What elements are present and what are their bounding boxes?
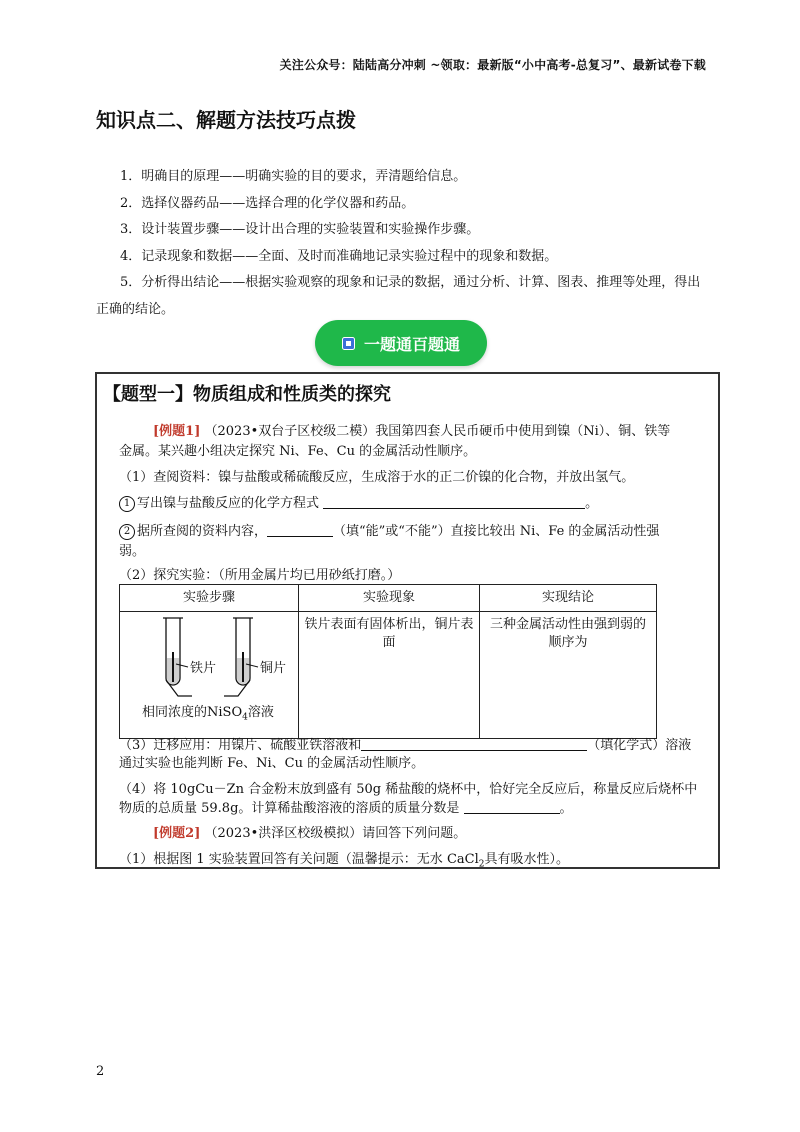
circled-number: 2 [119,524,135,540]
question-text: （1）根据图 1 实验装置回答有关问题（温馨提示：无水 CaCl [119,852,479,867]
experiment-table [119,584,657,739]
question-text: 写出镍与盐酸反应的化学方程式 [137,496,320,511]
table-header: 实验现象 [299,585,480,612]
example2-question-1 [119,848,569,870]
circled-number: 1 [119,496,135,512]
question-4-line2 [119,797,573,816]
question-text: 具有吸水性）。 [484,852,569,867]
question-end: 。 [585,496,599,511]
example2-line [153,822,466,841]
question-text: （填“能”或“不能”）直接比较出 Ni、Fe 的金属活动性强 [333,524,660,539]
banner [315,320,487,366]
question-text: 物质的总质量 59.8g。计算稀盐酸溶液的溶质的质量分数是 [119,801,460,816]
conclusion-cell: 三种金属活动性由强到弱的顺序为 [480,612,657,739]
question-1b [119,520,659,540]
question-1b-line2: 弱。 [119,544,146,559]
table-header: 实验步骤 [120,585,299,612]
apparatus-cell [120,612,299,739]
banner-text: 一题通百题通 [363,334,460,354]
question-box [95,372,720,869]
example-label: [例题1] [153,424,201,439]
step-item: 2．选择仪器药品——选择合理的化学仪器和药品。 [120,195,415,211]
example-source: （2023•洪泽区校级模拟）请回答下列问题。 [204,826,467,841]
question-text: （填化学式）溶液 [587,738,692,753]
label-solution [142,704,274,727]
label-iron: 铁片 [190,661,217,676]
section-title: 知识点二、解题方法技巧点拨 [96,108,356,132]
answer-blank[interactable] [464,801,560,814]
table-header: 实现结论 [480,585,657,612]
square-icon [342,337,355,350]
question-2: （2）探究实验：（所用金属片均已用砂纸打磨。） [119,568,401,583]
example1-line1 [153,420,670,439]
question-1: （1）查阅资料：镍与盐酸或稀硫酸反应，生成溶于水的正二价镍的化合物，并放出氢气。 [119,470,635,485]
subscript: 2 [478,859,485,870]
solution-text: 相同浓度的NiSO [142,705,243,720]
solution-text: 溶液 [247,705,274,720]
example-label: [例题2] [153,826,201,841]
step-item: 4．记录现象和数据——全面、及时而准确地记录实验过程中的现象和数据。 [120,248,558,264]
question-1a [119,492,598,512]
step-item: 5．分析得出结论——根据实验观察的现象和记录的数据，通过分析、计算、图表、推理等处理，得出正确的结论。 [96,275,701,317]
page-number: 2 [96,1064,105,1079]
question-text: （3）迁移应用：用镍片、硫酸亚铁溶液和 [119,738,362,753]
answer-blank[interactable] [361,738,587,751]
question-4: （4）将 10gCu－Zn 合金粉末放到盛有 50g 稀盐酸的烧杯中，恰好完全反应后，称量反应后烧杯中 [119,782,698,797]
question-3 [119,734,691,753]
phenomenon-cell: 铁片表面有固体析出，铜片表面 [299,612,480,739]
step-item: 3．设计装置步骤——设计出合理的实验装置和实验操作步骤。 [120,222,480,237]
subscript: 4 [242,712,248,723]
answer-blank[interactable] [323,496,585,509]
answer-blank[interactable] [267,524,333,537]
page-header: 关注公众号：陆陆高分冲刺 ~领取：最新版“小中高考-总复习”、最新试卷下载 [279,58,706,72]
label-copper: 铜片 [260,661,287,676]
example-source: （2023•双台子区校级二模）我国第四套人民币硬币中使用到镍（Ni）、铜、铁等 [204,424,671,439]
box-title: 【题型一】物质组成和性质类的探究 [103,384,391,405]
step-item: 1．明确目的原理——明确实验的目的要求，弄清题给信息。 [120,169,467,184]
question-end: 。 [559,801,573,816]
question-text: 据所查阅的资料内容， [137,524,268,539]
question-3-line2: 通过实验也能判断 Fe、Ni、Cu 的金属活动性顺序。 [119,756,425,771]
example1-line2: 金属。某兴趣小组决定探究 Ni、Fe、Cu 的金属活动性顺序。 [119,444,477,459]
method-steps [96,164,708,323]
